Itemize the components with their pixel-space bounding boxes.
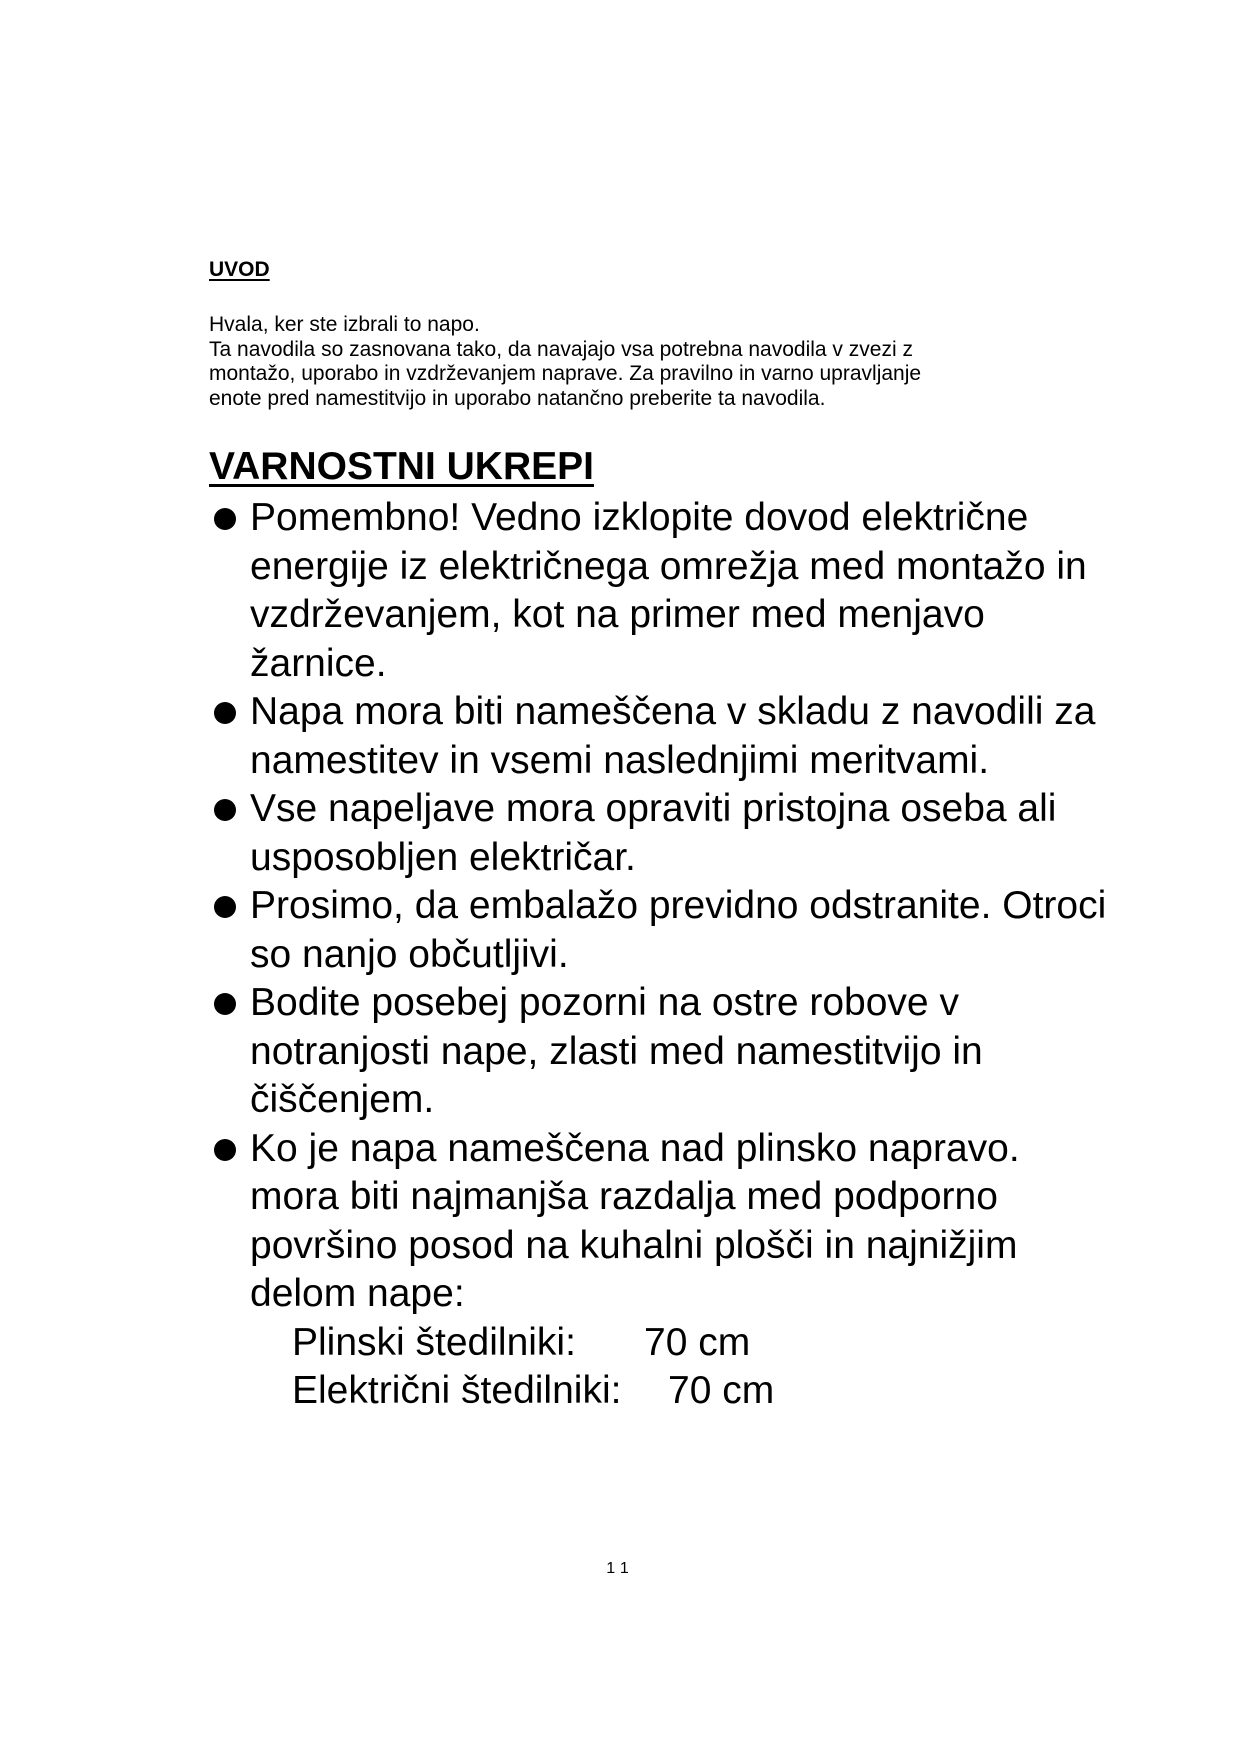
safety-item-text: Ko je napa nameščena nad plinsko napravo. mora biti najmanjša razdalja med podporno površino posod na kuhalni plošči in najnižjim delom nape: <box>250 1126 1020 1315</box>
bullet-icon <box>214 993 236 1015</box>
distance-value: 70 cm <box>644 1320 751 1364</box>
distance-row-electric <box>250 1367 1110 1416</box>
intro-heading: UVOD <box>209 258 270 281</box>
bullet-icon <box>214 508 236 530</box>
safety-heading: VARNOSTNI UKREPI <box>209 445 594 488</box>
intro-line: Hvala, ker ste izbrali to napo. <box>209 313 480 336</box>
intro-line: enote pred namestitvijo in uporabo natančno preberite ta navodila. <box>209 386 826 410</box>
intro-line: Ta navodila so zasnovana tako, da navajajo vsa potrebna navodila v zvezi z <box>209 337 913 361</box>
page-number: 11 <box>606 1560 635 1577</box>
safety-item-text: Pomembno! Vedno izklopite dovod električne energije iz električnega omrežja med montažo in vzdrževanjem, kot na primer med menjavo žarnice. <box>250 496 1087 685</box>
distance-label: Plinski štedilniki: <box>292 1320 576 1364</box>
bullet-icon <box>214 896 236 918</box>
safety-list <box>210 494 1110 1416</box>
bullet-icon <box>214 1139 236 1161</box>
safety-item-installation <box>210 688 1110 785</box>
safety-item-packaging <box>210 882 1110 979</box>
intro-paragraph <box>209 313 1109 411</box>
safety-item-text: Bodite posebej pozorni na ostre robove v notranjosti nape, zlasti med namestitvijo in čiščenjem. <box>250 981 983 1121</box>
bullet-icon <box>214 702 236 724</box>
safety-item-text: Napa mora biti nameščena v skladu z navodili za namestitev in vsemi naslednjimi meritvami. <box>250 690 1096 782</box>
safety-item-text: Vse napeljave mora opraviti pristojna oseba ali usposobljen električar. <box>250 787 1057 879</box>
distance-label: Električni štedilniki: <box>292 1369 622 1412</box>
distance-row-gas <box>250 1319 1110 1368</box>
safety-item-electrician <box>210 785 1110 882</box>
intro-line: montažo, uporabo in vzdrževanjem naprave. Za pravilno in varno upravljanje <box>209 362 922 385</box>
bullet-icon <box>214 799 236 821</box>
safety-item-distance <box>210 1125 1110 1416</box>
safety-item-power-off <box>210 494 1110 688</box>
distance-value: 70 cm <box>668 1369 775 1412</box>
safety-item-sharp-edges <box>210 979 1110 1125</box>
safety-item-text: Prosimo, da embalažo previdno odstranite. Otroci so nanjo občutljivi. <box>250 884 1107 976</box>
